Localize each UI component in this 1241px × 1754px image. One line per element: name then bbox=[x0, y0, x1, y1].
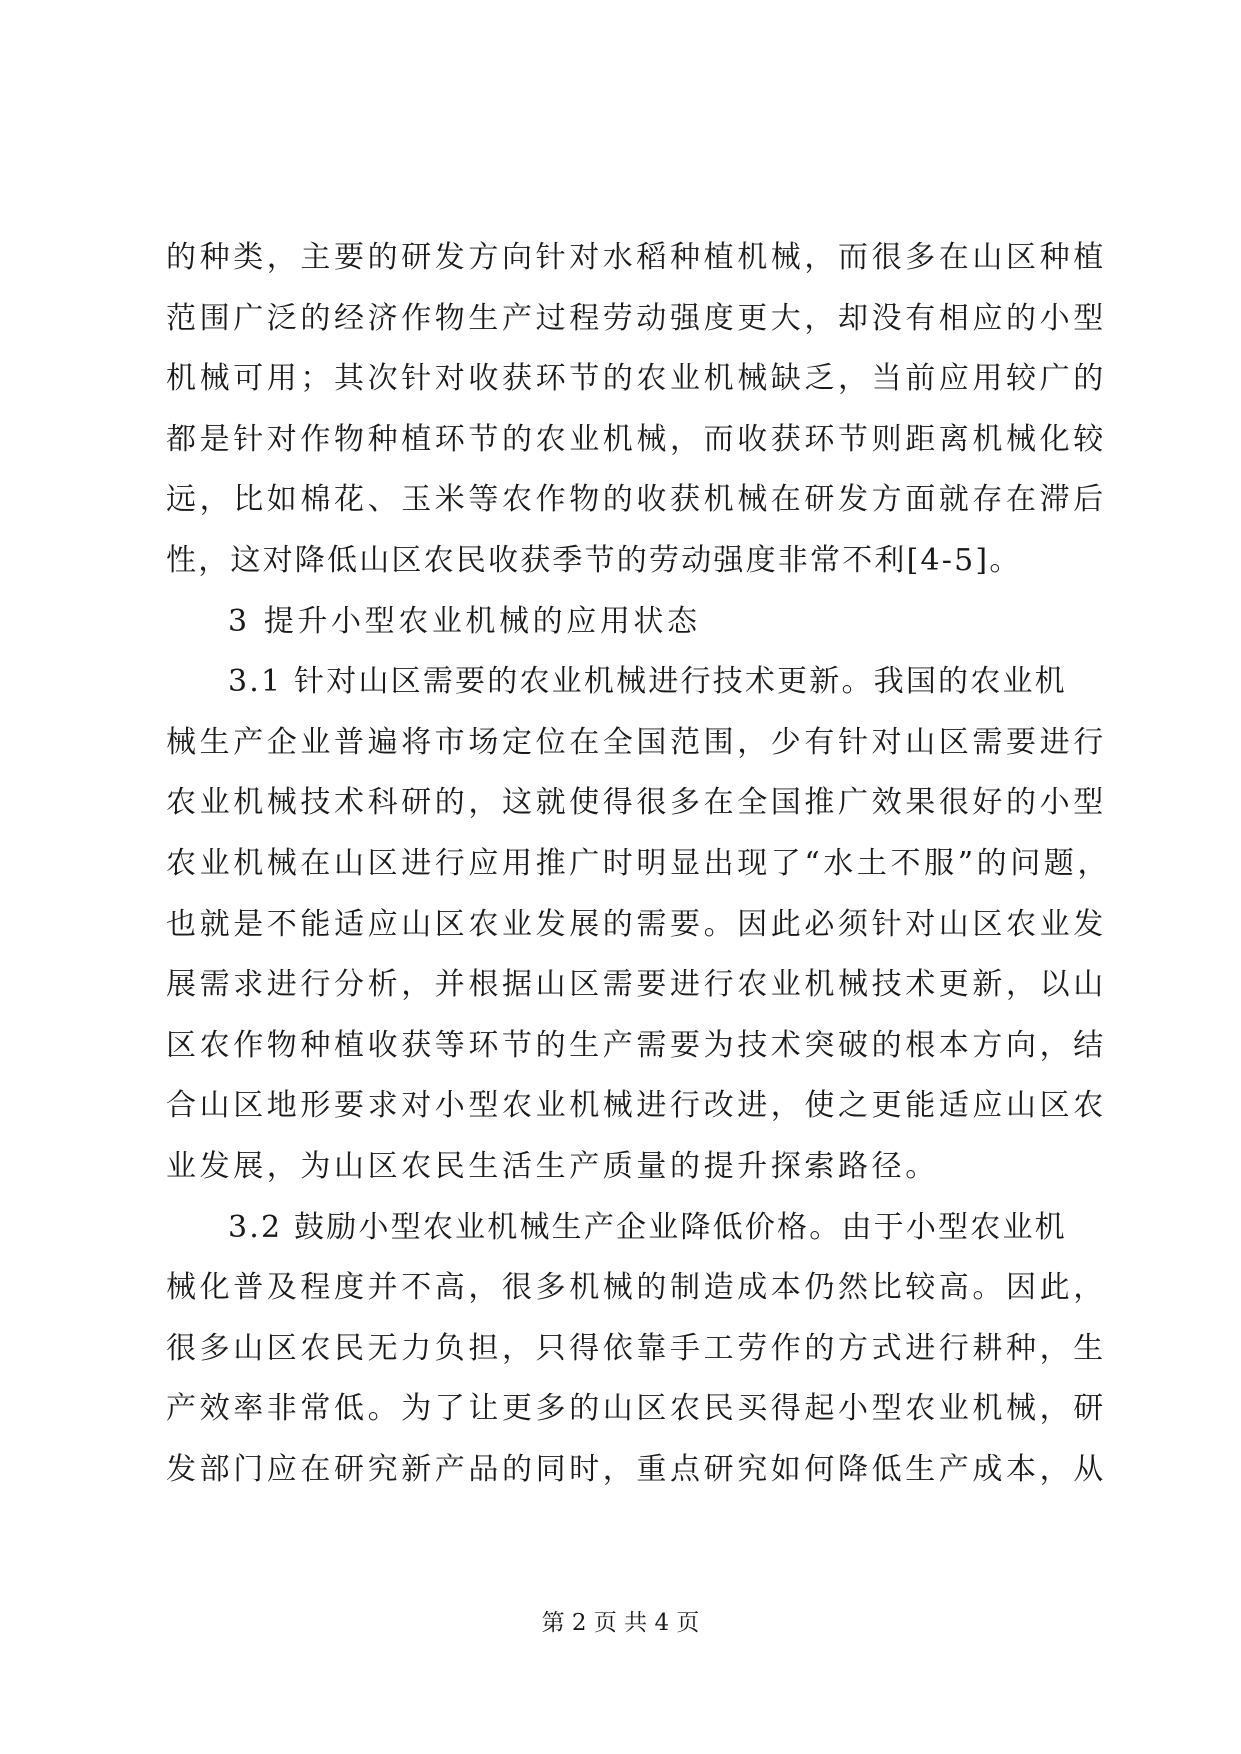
text-line: 械化普及程度并不高，很多机械的制造成本仍然比较高。因此， bbox=[166, 1270, 1107, 1306]
text-line: 都是针对作物种植环节的农业机械，而收获环节则距离机械化较 bbox=[166, 421, 1107, 457]
section-heading: 3 提升小型农业机械的应用状态 bbox=[228, 603, 701, 639]
text-line: 农业机械在山区进行应用推广时明显出现了“水土不服”的问题， bbox=[166, 845, 1112, 881]
text-line: 农业机械技术科研的，这就使得很多在全国推广效果很好的小型 bbox=[166, 785, 1107, 821]
subsection-heading-line: 3.1 针对山区需要的农业机械进行技术更新。我国的农业机 bbox=[228, 664, 1067, 700]
text-line: 展需求进行分析，并根据山区需要进行农业机械技术更新，以山 bbox=[166, 967, 1107, 1003]
body-text bbox=[166, 228, 1112, 1500]
text-line: 械生产企业普遍将市场定位在全国范围，少有针对山区需要进行 bbox=[166, 724, 1107, 760]
page-footer bbox=[0, 1608, 1241, 1638]
text-line: 范围广泛的经济作物生产过程劳动强度更大，却没有相应的小型 bbox=[166, 300, 1107, 336]
text-line: 区农作物种植收获等环节的生产需要为技术突破的根本方向，结 bbox=[166, 1027, 1107, 1063]
text-line: 也就是不能适应山区农业发展的需要。因此必须针对山区农业发 bbox=[166, 906, 1107, 942]
page-number-label: 第 2 页 共 4 页 bbox=[541, 1610, 700, 1636]
text-line: 机械可用；其次针对收获环节的农业机械缺乏，当前应用较广的 bbox=[166, 361, 1107, 397]
text-line: 发部门应在研究新产品的同时，重点研究如何降低生产成本，从 bbox=[166, 1451, 1107, 1487]
text-line: 的种类，主要的研发方向针对水稻种植机械，而很多在山区种植 bbox=[166, 240, 1107, 275]
text-line: 性，这对降低山区农民收获季节的劳动强度非常不利[4-5]。 bbox=[166, 542, 1022, 578]
text-line: 合山区地形要求对小型农业机械进行改进，使之更能适应山区农 bbox=[166, 1088, 1107, 1124]
text-line: 产效率非常低。为了让更多的山区农民买得起小型农业机械，研 bbox=[166, 1391, 1107, 1427]
subsection-heading-line: 3.2 鼓励小型农业机械生产企业降低价格。由于小型农业机 bbox=[228, 1209, 1067, 1245]
text-line: 业发展，为山区农民生活生产质量的提升探索路径。 bbox=[166, 1148, 939, 1184]
text-line: 很多山区农民无力负担，只得依靠手工劳作的方式进行耕种，生 bbox=[166, 1330, 1107, 1366]
text-line: 远，比如棉花、玉米等农作物的收获机械在研发方面就存在滞后 bbox=[166, 482, 1107, 518]
